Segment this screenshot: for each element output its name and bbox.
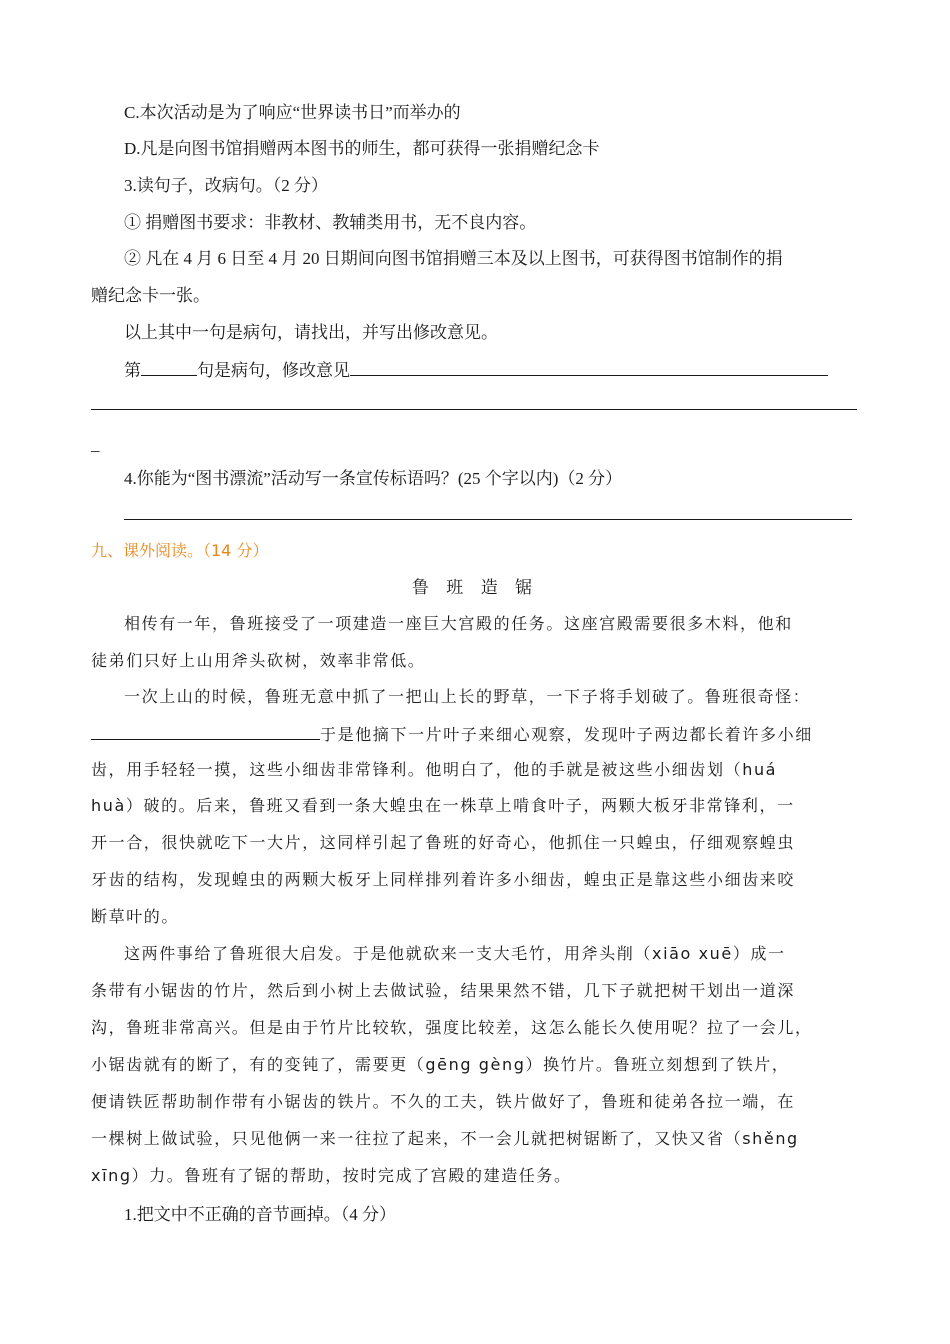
paragraph-2-line-4: huà）破的。后来，鲁班又看到一条大蝗虫在一株草上啃食叶子，两颗大板牙非常锋利，一 xyxy=(91,796,795,815)
slogan-answer-line[interactable] xyxy=(124,519,852,520)
paragraph-1-line-1: 相传有一年，鲁班接受了一项建造一座巨大宫殿的任务。这座宫殿需要很多木料，他和 xyxy=(124,614,793,633)
paragraph-3-line-1: 这两件事给了鲁班很大启发。于是他就砍来一支大毛竹，用斧头削（xiāo xuē）成一 xyxy=(124,944,786,963)
answer-mid-label: 句是病句，修改意见 xyxy=(197,361,350,380)
question-3-sentence-2-line-2: 赠纪念卡一张。 xyxy=(91,286,210,305)
option-d: D.凡是向图书馆捐赠两本图书的师生，都可获得一张捐赠纪念卡 xyxy=(124,139,600,158)
paragraph-2-line-2-text: 于是他摘下一片叶子来细心观察，发现叶子两边都长着许多小细 xyxy=(320,725,813,744)
paragraph-3-line-7: xīng）力。鲁班有了锯的帮助，按时完成了宫殿的建造任务。 xyxy=(91,1166,572,1185)
paragraph-fill-blank[interactable] xyxy=(91,721,320,740)
answer-prefix: 第 xyxy=(124,361,141,380)
question-3-answer-line xyxy=(124,357,828,383)
sentence-number-blank[interactable] xyxy=(141,357,197,376)
paragraph-3-line-5: 便请铁匠帮助制作带有小锯齿的铁片。不久的工夫，铁片做好了，鲁班和徒弟各拉一端，在 xyxy=(91,1092,796,1111)
question-3-instruction: 以上其中一句是病句，请找出，并写出修改意见。 xyxy=(124,323,498,342)
reading-question-1: 1.把文中不正确的音节画掉。（4 分） xyxy=(124,1205,396,1224)
paragraph-3-line-6: 一棵树上做试验，只见他俩一来一往拉了起来，不一会儿就把树锯断了，又快又省（shěng xyxy=(91,1129,799,1148)
paragraph-3-line-2: 条带有小锯齿的竹片，然后到小树上去做试验，结果果然不错，几下子就把树干划出一道深 xyxy=(91,981,796,1000)
paragraph-3-line-3: 沟，鲁班非常高兴。但是由于竹片比较软，强度比较差，这怎么能长久使用呢？拉了一会儿， xyxy=(91,1018,813,1037)
question-3-sentence-1: ① 捐赠图书要求：非教材、教辅类用书，无不良内容。 xyxy=(124,213,537,232)
paragraph-2-line-7: 断草叶的。 xyxy=(91,907,180,926)
answer-continuation-line[interactable] xyxy=(91,409,857,410)
story-title: 鲁 班 造 锯 xyxy=(411,578,539,598)
paragraph-2-line-3: 齿，用手轻轻一摸，这些小细齿非常锋利。他明白了，他的手就是被这些小细齿划（huá xyxy=(91,760,778,779)
stray-underscore: _ xyxy=(91,435,100,454)
paragraph-2-line-1: 一次上山的时候，鲁班无意中抓了一把山上长的野草，一下子将手划破了。鲁班很奇怪： xyxy=(124,687,811,706)
paragraph-2-line-2 xyxy=(91,721,813,747)
question-4-title: 4.你能为“图书漂流”活动写一条宣传标语吗？(25 个字以内)（2 分） xyxy=(124,469,623,488)
revision-blank[interactable] xyxy=(350,357,828,376)
question-3-sentence-2-line-1: ② 凡在 4 月 6 日至 4 月 20 日期间向图书馆捐赠三本及以上图书，可获得图书馆制作的捐 xyxy=(124,249,783,268)
paragraph-2-line-5: 开一合，很快就吃下一大片，这同样引起了鲁班的好奇心，他抓住一只蝗虫，仔细观察蝗虫 xyxy=(91,833,796,852)
option-c: C.本次活动是为了响应“世界读书日”而举办的 xyxy=(124,103,461,122)
paragraph-2-line-6: 牙齿的结构，发现蝗虫的两颗大板牙上同样排列着许多小细齿，蝗虫正是靠这些小细齿来咬 xyxy=(91,870,796,889)
question-3-title: 3.读句子，改病句。（2 分） xyxy=(124,176,328,195)
section-9-heading: 九、课外阅读。（14 分） xyxy=(91,541,269,560)
paragraph-3-line-4: 小锯齿就有的断了，有的变钝了，需要更（gēng gèng）换竹片。鲁班立刻想到了铁片， xyxy=(91,1055,790,1074)
paragraph-1-line-2: 徒弟们只好上山用斧头砍树，效率非常低。 xyxy=(91,651,426,670)
